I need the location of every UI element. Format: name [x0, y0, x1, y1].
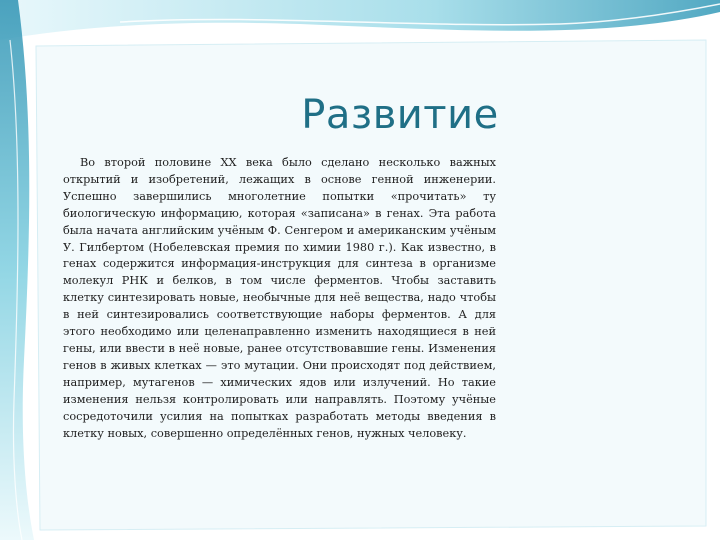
slide-title: Развитие — [301, 92, 499, 138]
body-paragraph: Во второй половине XX века было сделано несколько важных открытий и изобретений, лежащих в основе генной инженерии. Успешно завершились многолетние попытки «прочитать» ту биологическую информацию, которая «записана» в генах. Эта работа была начата английским учёным Ф. Сенгером и американским учёным У. Гилбертом (Нобелевская премия по химии 1980 г.). Как известно, в генах содержится информация-инструкция для синтеза в организме молекул РНК и белков, в том числе ферментов. Чтобы заставить клетку синтезировать новые, необычные для неё вещества, надо чтобы в ней синтезировались соответствующие наборы ферментов. А для этого необходимо или целенаправленно изменить находящиеся в ней гены, или ввести в неё новые, ранее отсутствовавшие гены. Изменения генов в живых клетках — это мутации. Они происходят под действием, например, мутагенов — химических ядов или излучений. Но такие изменения нельзя контролировать или направлять. Поэтому учёные сосредоточили усилия на попытках разработать методы введения в клетку новых, совершенно определённых генов, нужных человеку. — [63, 156, 496, 440]
